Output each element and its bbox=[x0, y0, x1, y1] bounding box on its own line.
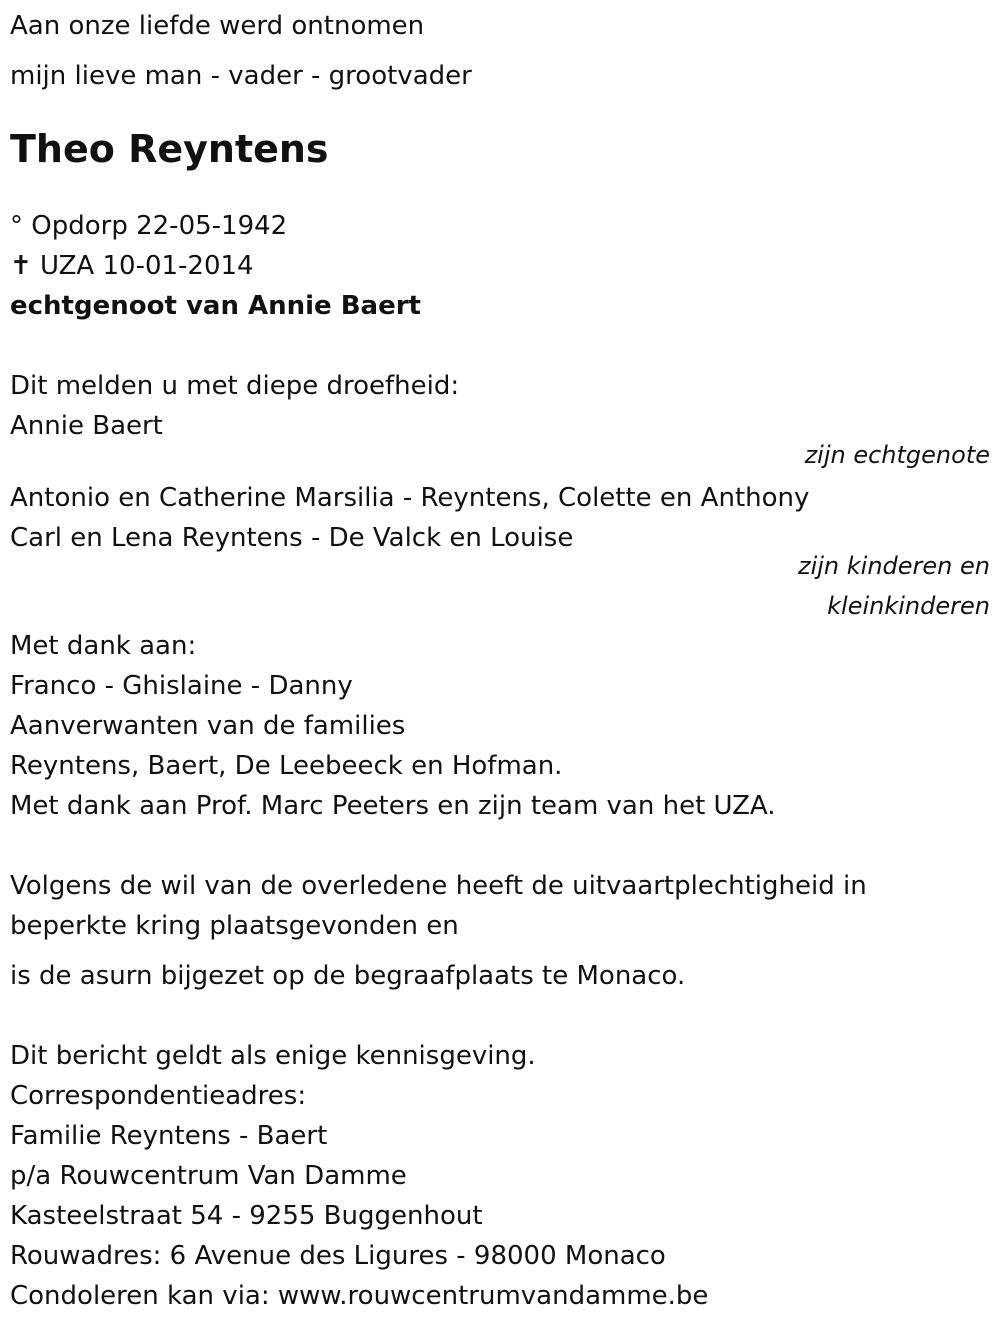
funeral-line-1: Volgens de wil van de overledene heeft de uitvaartplechtigheid in bbox=[10, 871, 867, 901]
thanks-line: Aanverwanten van de families bbox=[10, 711, 406, 741]
obituary-notice bbox=[10, 0, 990, 1316]
children-line-1: Antonio en Catherine Marsilia - Reyntens, Colette en Anthony bbox=[10, 483, 810, 513]
children-line-2: Carl en Lena Reyntens - De Valck en Louise bbox=[10, 523, 574, 553]
thanks-intro: Met dank aan: bbox=[10, 631, 197, 661]
contact-line: Dit bericht geldt als enige kennisgeving. bbox=[10, 1041, 536, 1071]
contact-line: Correspondentieadres: bbox=[10, 1081, 307, 1111]
death-line: ✝ UZA 10-01-2014 bbox=[10, 251, 254, 281]
funeral-line-3: is de asurn bijgezet op de begraafplaats te Monaco. bbox=[10, 961, 686, 991]
intro-line-1: Aan onze liefde werd ontnomen bbox=[10, 11, 425, 41]
birth-line: ° Opdorp 22-05-1942 bbox=[10, 211, 288, 241]
thanks-line: Franco - Ghislaine - Danny bbox=[10, 671, 353, 701]
children-role-line-1: zijn kinderen en bbox=[798, 552, 990, 580]
spouse-name: Annie Baert bbox=[10, 411, 163, 441]
contact-line: Rouwadres: 6 Avenue des Ligures - 98000 Monaco bbox=[10, 1241, 666, 1271]
intro-line-2: mijn lieve man - vader - grootvader bbox=[10, 61, 472, 91]
thanks-line: Reyntens, Baert, De Leebeeck en Hofman. bbox=[10, 751, 563, 781]
mourners-intro: Dit melden u met diepe droefheid: bbox=[10, 371, 460, 401]
funeral-line-2: beperkte kring plaatsgevonden en bbox=[10, 911, 459, 941]
children-role-line-2: kleinkinderen bbox=[827, 592, 990, 620]
thanks-line: Met dank aan Prof. Marc Peeters en zijn team van het UZA. bbox=[10, 791, 776, 821]
spouse-role: zijn echtgenote bbox=[804, 441, 990, 469]
deceased-name: Theo Reyntens bbox=[10, 127, 329, 171]
condolence-line: Condoleren kan via: www.rouwcentrumvandamme.be bbox=[10, 1281, 709, 1311]
contact-line: Kasteelstraat 54 - 9255 Buggenhout bbox=[10, 1201, 483, 1231]
spouse-line: echtgenoot van Annie Baert bbox=[10, 291, 421, 321]
contact-line: Familie Reyntens - Baert bbox=[10, 1121, 328, 1151]
contact-line: p/a Rouwcentrum Van Damme bbox=[10, 1161, 407, 1191]
